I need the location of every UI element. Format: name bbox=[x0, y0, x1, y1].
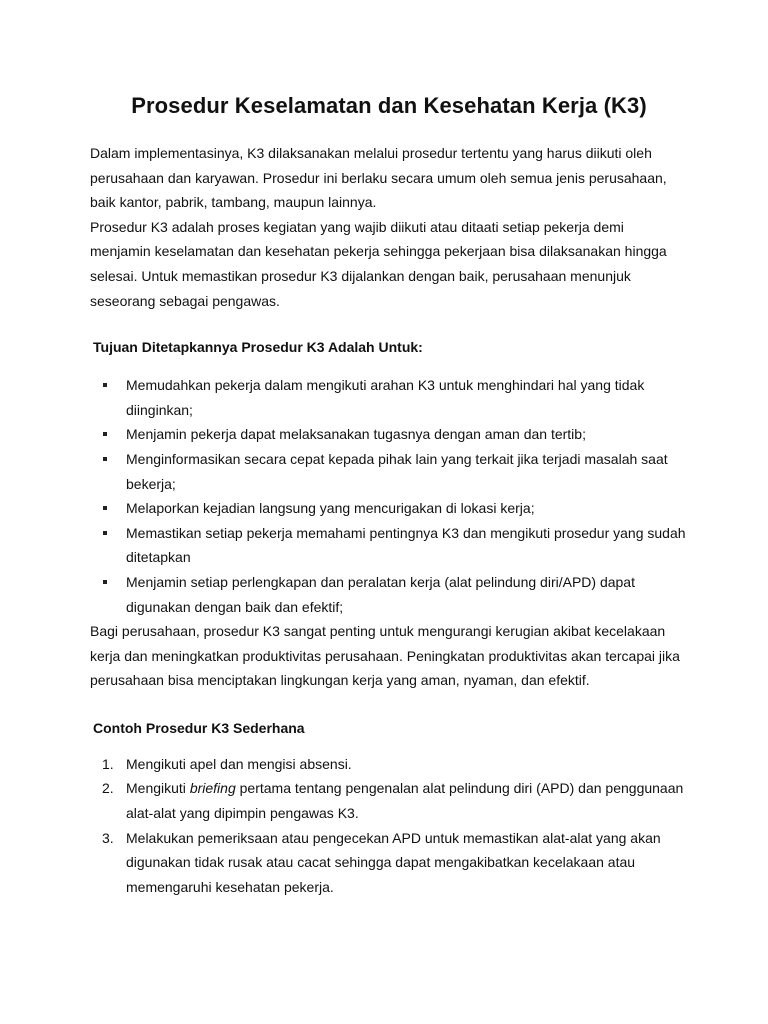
list-item bbox=[90, 496, 688, 521]
step-number: 3. bbox=[102, 829, 114, 846]
list-item bbox=[90, 826, 688, 900]
square-bullet-icon bbox=[103, 506, 107, 510]
step-text-continued: pertama tentang pengenalan alat pelindung diri (APD) dan penggunaan alat-alat yang dipimpin pengawas K3. bbox=[126, 780, 684, 822]
list-item-text: Menginformasikan secara cepat kepada pihak lain yang terkait jika terjadi masalah saat bekerja; bbox=[126, 450, 668, 492]
section-heading-contoh: Contoh Prosedur K3 Sederhana bbox=[93, 719, 305, 736]
step-text: Mengikuti bbox=[126, 780, 190, 797]
step-number: 2. bbox=[102, 780, 114, 797]
square-bullet-icon bbox=[103, 383, 107, 387]
list-item bbox=[90, 752, 688, 777]
square-bullet-icon bbox=[103, 457, 107, 461]
list-item-text: Menjamin pekerja dapat melaksanakan tugasnya dengan aman dan tertib; bbox=[126, 426, 586, 443]
list-item bbox=[90, 373, 688, 422]
section-heading-tujuan: Tujuan Ditetapkannya Prosedur K3 Adalah Untuk: bbox=[93, 339, 423, 356]
square-bullet-icon bbox=[103, 432, 107, 436]
square-bullet-icon bbox=[103, 531, 107, 535]
list-item bbox=[90, 570, 688, 619]
closing-paragraph: Bagi perusahaan, prosedur K3 sangat penting untuk mengurangi kerugian akibat kecelakaan kerja dan meningkatkan produktivitas perusahaan. Peningkatan produktivitas akan tercapai jika perusahaan bisa menciptakan lingkungan kerja yang aman, nyaman, dan efektif. bbox=[90, 623, 680, 689]
list-item-text: Memudahkan pekerja dalam mengikuti arahan K3 untuk menghindari hal yang tidak diinginkan; bbox=[126, 377, 645, 418]
list-item bbox=[90, 776, 688, 825]
square-bullet-icon bbox=[103, 580, 107, 584]
step-number: 1. bbox=[102, 755, 114, 772]
page-title: Prosedur Keselamatan dan Kesehatan Kerja (K3) bbox=[131, 93, 647, 118]
step-text: Mengikuti apel dan mengisi absensi. bbox=[126, 755, 352, 772]
contoh-steps-list bbox=[90, 752, 688, 900]
intro-paragraph-1: Dalam implementasinya, K3 dilaksanakan melalui prosedur tertentu yang harus diikuti oleh perusahaan dan karyawan. Prosedur ini berlaku secara umum oleh semua jenis perusahaan, baik kantor, pabrik, tambang, maupun lainnya. bbox=[90, 145, 667, 211]
list-item-text: Melaporkan kejadian langsung yang mencurigakan di lokasi kerja; bbox=[126, 500, 535, 517]
list-item bbox=[90, 521, 688, 570]
list-item bbox=[90, 422, 688, 447]
step-text: Melakukan pemeriksaan atau pengecekan APD untuk memastikan alat-alat yang akan digunakan tidak rusak atau cacat sehingga dapat mengakibatkan kecelakaan atau memengaruhi kesehatan pekerja. bbox=[126, 829, 661, 895]
intro-paragraph-2: Prosedur K3 adalah proses kegiatan yang wajib diikuti atau ditaati setiap pekerja demi menjamin keselamatan dan kesehatan pekerja sehingga pekerjaan bisa dilaksanakan hingga selesai. Untuk memastikan prosedur K3 dijalankan dengan baik, perusahaan menunjuk seseorang sebagai pengawas. bbox=[90, 218, 667, 309]
list-item-text: Menjamin setiap perlengkapan dan peralatan kerja (alat pelindung diri/APD) dapat digunakan dengan baik dan efektif; bbox=[126, 573, 635, 615]
tujuan-list bbox=[90, 373, 688, 619]
list-item bbox=[90, 447, 688, 496]
list-item-text: Memastikan setiap pekerja memahami pentingnya K3 dan mengikuti prosedur yang sudah ditetapkan bbox=[126, 524, 686, 566]
step-emphasis: briefing bbox=[189, 780, 236, 797]
